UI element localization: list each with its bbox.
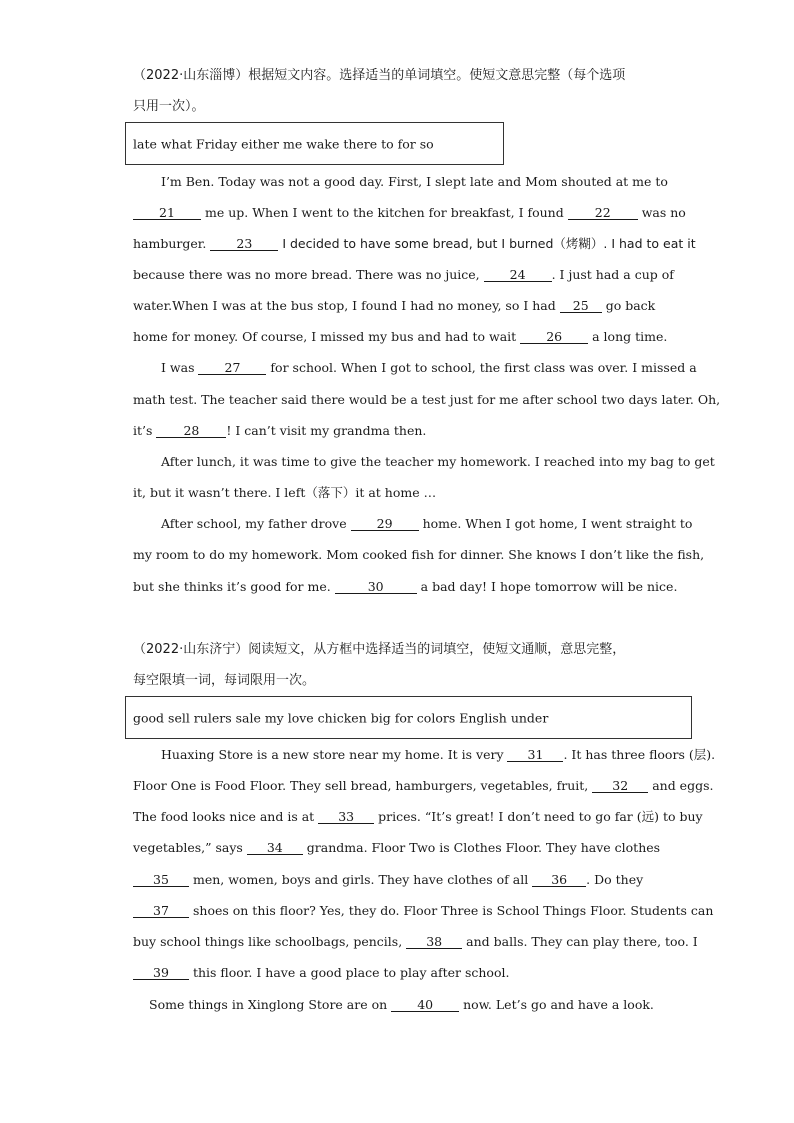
blank-36[interactable]: 36 bbox=[532, 873, 586, 887]
blank-40[interactable]: 40 bbox=[391, 998, 459, 1012]
text-segment: a bad day! I hope tomorrow will be nice. bbox=[416, 579, 678, 594]
blank-24[interactable]: 24 bbox=[484, 268, 552, 282]
s1-p1-line2 bbox=[133, 205, 686, 221]
text-segment: . It has three floors (层). bbox=[563, 747, 716, 762]
s2-line7 bbox=[133, 934, 698, 950]
text-segment: for school. When I got to school, the first class was over. I missed a bbox=[266, 360, 697, 375]
text-segment: home for money. Of course, I missed my bus and had to wait bbox=[133, 329, 521, 344]
s1-p2-line2: math test. The teacher said there would be a test just for me after school two days later. Oh, bbox=[133, 392, 721, 407]
s1-p1-line6 bbox=[133, 329, 667, 345]
s1-p3-line2: it, but it wasn’t there. I left（落下）it at home … bbox=[133, 485, 437, 500]
s1-p4-line1 bbox=[161, 516, 692, 532]
blank-28[interactable]: 28 bbox=[156, 424, 226, 438]
text-segment: it’s bbox=[133, 423, 157, 438]
s1-p2-line3 bbox=[133, 423, 426, 439]
s2-line4 bbox=[133, 840, 660, 856]
section1-word-list: late what Friday either me wake there to for so bbox=[133, 136, 434, 151]
text-segment: ! I can’t visit my grandma then. bbox=[226, 423, 427, 438]
text-segment: home. When I got home, I went straight to bbox=[418, 516, 693, 531]
text-segment: hamburger. bbox=[133, 236, 211, 251]
s1-p4-line3 bbox=[133, 579, 677, 595]
blank-23[interactable]: 23 bbox=[210, 237, 278, 251]
text-segment: and balls. They can play there, too. I bbox=[462, 934, 698, 949]
s2-line2 bbox=[133, 778, 713, 794]
blank-21[interactable]: 21 bbox=[133, 206, 201, 220]
s1-p1-line5 bbox=[133, 298, 655, 314]
blank-25[interactable]: 25 bbox=[560, 299, 602, 313]
blank-31[interactable]: 31 bbox=[507, 748, 563, 762]
section2-heading-line1: （2022·山东济宁）阅读短文，从方框中选择适当的词填空，使短文通顺，意思完整， bbox=[133, 642, 626, 657]
blank-33[interactable]: 33 bbox=[318, 810, 374, 824]
s2-line3 bbox=[133, 809, 703, 825]
text-segment: me up. When I went to the kitchen for breakfast, I found bbox=[201, 205, 568, 220]
section1-heading-line1: （2022·山东淄博）根据短文内容。选择适当的单词填空。使短文意思完整（每个选项 bbox=[133, 68, 626, 83]
text-segment: . I just had a cup of bbox=[551, 267, 674, 282]
blank-27[interactable]: 27 bbox=[198, 361, 266, 375]
text-segment: Some things in Xinglong Store are on bbox=[149, 997, 392, 1012]
section2-word-list: good sell rulers sale my love chicken big for colors English under bbox=[133, 710, 549, 725]
blank-38[interactable]: 38 bbox=[406, 935, 462, 949]
blank-35[interactable]: 35 bbox=[133, 873, 189, 887]
text-segment: prices. “It’s great! I don’t need to go far (远) to buy bbox=[374, 809, 703, 824]
s1-p2-line1 bbox=[161, 360, 697, 376]
blank-34[interactable]: 34 bbox=[247, 841, 303, 855]
s2-line1 bbox=[161, 747, 715, 763]
text-segment: vegetables,” says bbox=[133, 840, 247, 855]
text-segment: water.When I was at the bus stop, I found I had no money, so I had bbox=[133, 298, 560, 313]
text-segment: Floor One is Food Floor. They sell bread, hamburgers, vegetables, fruit, bbox=[133, 778, 593, 793]
text-segment: this floor. I have a good place to play after school. bbox=[189, 965, 510, 980]
blank-37[interactable]: 37 bbox=[133, 904, 189, 918]
text-segment: but she thinks it’s good for me. bbox=[133, 579, 335, 594]
s2-line5 bbox=[133, 872, 643, 888]
section2-word-box bbox=[125, 696, 692, 739]
blank-32[interactable]: 32 bbox=[592, 779, 648, 793]
text-segment: shoes on this floor? Yes, they do. Floor Three is School Things Floor. Students can bbox=[189, 903, 714, 918]
s1-p1-line1: I’m Ben. Today was not a good day. First, I slept late and Mom shouted at me to bbox=[161, 174, 668, 189]
section1-heading-line2: 只用一次）。 bbox=[133, 99, 205, 114]
s2-line6 bbox=[133, 903, 713, 919]
blank-22[interactable]: 22 bbox=[568, 206, 638, 220]
text-segment: The food looks nice and is at bbox=[133, 809, 319, 824]
section2-heading-line2: 每空限填一词，每词限用一次。 bbox=[133, 673, 316, 688]
text-segment: a long time. bbox=[588, 329, 668, 344]
text-segment: After school, my father drove bbox=[161, 516, 351, 531]
blank-30[interactable]: 30 bbox=[335, 580, 417, 594]
text-segment: I was bbox=[161, 360, 199, 375]
blank-26[interactable]: 26 bbox=[520, 330, 588, 344]
text-segment: because there was no more bread. There was no juice, bbox=[133, 267, 484, 282]
text-segment: now. Let’s go and have a look. bbox=[459, 997, 654, 1012]
text-segment: was no bbox=[637, 205, 686, 220]
s1-p1-line3 bbox=[133, 236, 696, 252]
s1-p3-line1: After lunch, it was time to give the teacher my homework. I reached into my bag to get bbox=[161, 454, 715, 469]
text-segment: and eggs. bbox=[648, 778, 714, 793]
text-segment: Huaxing Store is a new store near my home. It is very bbox=[161, 747, 508, 762]
text-segment: men, women, boys and girls. They have clothes of all bbox=[189, 872, 533, 887]
s2-line9 bbox=[149, 997, 654, 1013]
text-segment: grandma. Floor Two is Clothes Floor. They have clothes bbox=[302, 840, 661, 855]
text-segment: buy school things like schoolbags, pencils, bbox=[133, 934, 407, 949]
text-segment: go back bbox=[601, 298, 656, 313]
s2-line8 bbox=[133, 965, 509, 981]
s1-p4-line2: my room to do my homework. Mom cooked fish for dinner. She knows I don’t like the fish, bbox=[133, 547, 705, 562]
text-segment: I decided to have some bread, but I burned（烤糊）. I had to eat it bbox=[278, 236, 696, 251]
blank-29[interactable]: 29 bbox=[351, 517, 419, 531]
blank-39[interactable]: 39 bbox=[133, 966, 189, 980]
s1-p1-line4 bbox=[133, 267, 674, 283]
section1-word-box bbox=[125, 122, 504, 165]
text-segment: . Do they bbox=[586, 872, 644, 887]
